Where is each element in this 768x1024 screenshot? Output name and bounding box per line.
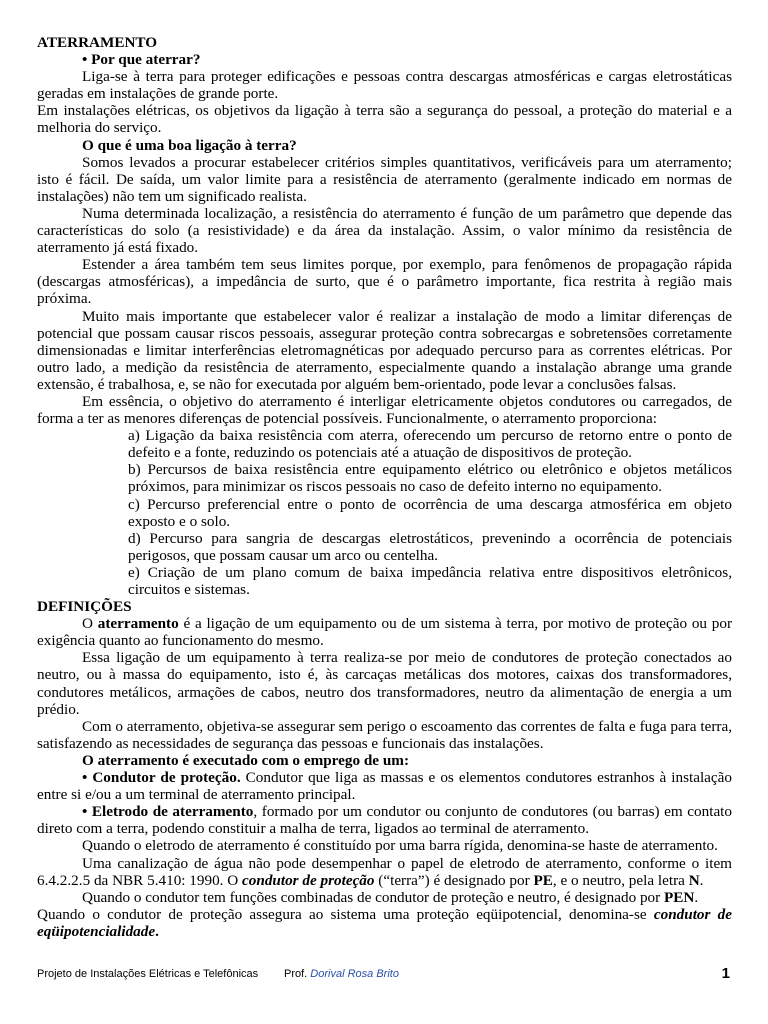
paragraph: Numa determinada localização, a resistência do aterramento é função de um parâmetro que depende das características do solo (a resistividade) e da área da instalação. Assim, o valor mínimo da resistência de aterramento já está fixado. [37, 204, 732, 257]
paragraph: Quando o eletrodo de aterramento é constituído por uma barra rígida, denomina-se haste de aterramento. [82, 837, 718, 855]
professor-credit: Prof. Dorival Rosa Brito [284, 968, 399, 980]
paragraph: Estender a área também tem seus limites porque, por exemplo, para fenômenos de propagação rápida (descargas atmosféricas), a impedância de surto, que é o parâmetro importante, fica restrita à região mais próxima. [37, 256, 732, 308]
paragraph: • Eletrodo de aterramento, formado por um condutor ou conjunto de condutores (ou barras) em contato direto com a terra, podendo constituir a malha de terra, ligados ao terminal de aterramento. [37, 803, 732, 838]
question-heading: • Por que aterrar? [82, 51, 201, 69]
list-item: e) Criação de um plano comum de baixa impedância relativa entre dispositivos eletrônicos, circuitos e sistemas. [128, 563, 732, 598]
list-item: c) Percurso preferencial entre o ponto de ocorrência de uma descarga atmosférica em objeto exposto e o solo. [128, 495, 732, 530]
paragraph: Essa ligação de um equipamento à terra realiza-se por meio de condutores de proteção conectados ao neutro, ou à massa do equipamento, isto é, às carcaças metálicas dos motores, caixas dos transformadores, condutores metálicos, armações de cabos, neutro dos transformadores, neutro da alimentação de energia a um prédio. [37, 649, 732, 718]
function-list [37, 427, 732, 598]
page-footer [37, 965, 732, 985]
paragraph: Muito mais importante que estabelecer valor é realizar a instalação de modo a limitar diferenças de potencial que possam causar riscos pessoais, assegurar proteção contra sobrecargas e sobretensões corretamente dimensionadas e limitar interferências eletromagnéticas por adequado percurso para as correntes elétricas. Por outro lado, a medição da resistência de aterramento, especialmente quando a instalação abrange uma grande extensão, é trabalhosa, e, se não for executada por alguém bem-orientado, pode levar a conclusões falsas. [37, 307, 732, 393]
section-heading: ATERRAMENTO [37, 34, 158, 51]
paragraph: Em instalações elétricas, os objetivos da ligação à terra são a segurança do pessoal, a proteção do material e a melhoria do serviço. [37, 102, 732, 137]
paragraph: Quando o condutor de proteção assegura ao sistema uma proteção eqüipotencial, denomina-se condutor de eqüipotencialidade. [37, 905, 732, 940]
document-page [37, 34, 732, 940]
paragraph: • Condutor de proteção. Condutor que liga as massas e os elementos condutores estranhos à instalação entre si e/ou a um terminal de aterramento principal. [37, 769, 732, 804]
paragraph: O aterramento é a ligação de um equipamento ou de um sistema à terra, por motivo de proteção ou por exigência quanto ao funcionamento do mesmo. [37, 615, 733, 650]
page-number: 1 [721, 965, 730, 982]
paragraph: Quando o condutor tem funções combinadas de condutor de proteção e neutro, é designado por PEN. [82, 888, 699, 906]
list-item: d) Percurso para sangria de descargas eletrostáticos, prevenindo a ocorrência de potenciais perigosos, que possam causar um arco ou centelha. [128, 529, 732, 564]
professor-name: Dorival Rosa Brito [310, 968, 399, 980]
question-heading: O que é uma boa ligação à terra? [82, 136, 297, 154]
list-item: a) Ligação da baixa resistência com aterra, oferecendo um percurso de retorno entre o ponto de defeito e a fonte, reduzindo os potenciais até a atuação de dispositivos de proteção. [128, 427, 732, 462]
paragraph: Somos levados a procurar estabelecer critérios simples quantitativos, verificáveis para um aterramento; isto é fácil. De saída, um valor limite para a resistência de aterramento (geralmente indicado em normas de instalações) não tem um significado realista. [37, 153, 732, 205]
paragraph: Com o aterramento, objetiva-se assegurar sem perigo o escoamento das correntes de falta e fuga para terra, satisfazendo as necessidades de segurança das pessoas e funcionais das instalações. [37, 717, 732, 752]
paragraph: Uma canalização de água não pode desempenhar o papel de eletrodo de aterramento, conforme o item 6.4.2.2.5 da NBR 5.410: 1990. O condutor de proteção (“terra”) é designado por PE, e o neutro, pela letra N. [37, 854, 732, 889]
list-item: b) Percursos de baixa resistência entre equipamento elétrico ou eletrônico e objetos metálicos próximos, para minimizar os riscos pessoais no caso de defeito interno no equipamento. [128, 461, 732, 496]
paragraph: Em essência, o objetivo do aterramento é interligar eletricamente objetos condutores ou carregados, de forma a ter as menores diferenças de potencial possíveis. Funcionalmente, o aterramento proporciona: [37, 392, 732, 428]
subheading: O aterramento é executado com o emprego de um: [82, 751, 409, 769]
paragraph: Liga-se à terra para proteger edificações e pessoas contra descargas atmosféricas e cargas eletrostáticas geradas em instalações de grande porte. [37, 68, 732, 103]
definitions-heading: DEFINIÇÕES [37, 598, 132, 616]
course-title: Projeto de Instalações Elétricas e Telefônicas [37, 968, 259, 980]
